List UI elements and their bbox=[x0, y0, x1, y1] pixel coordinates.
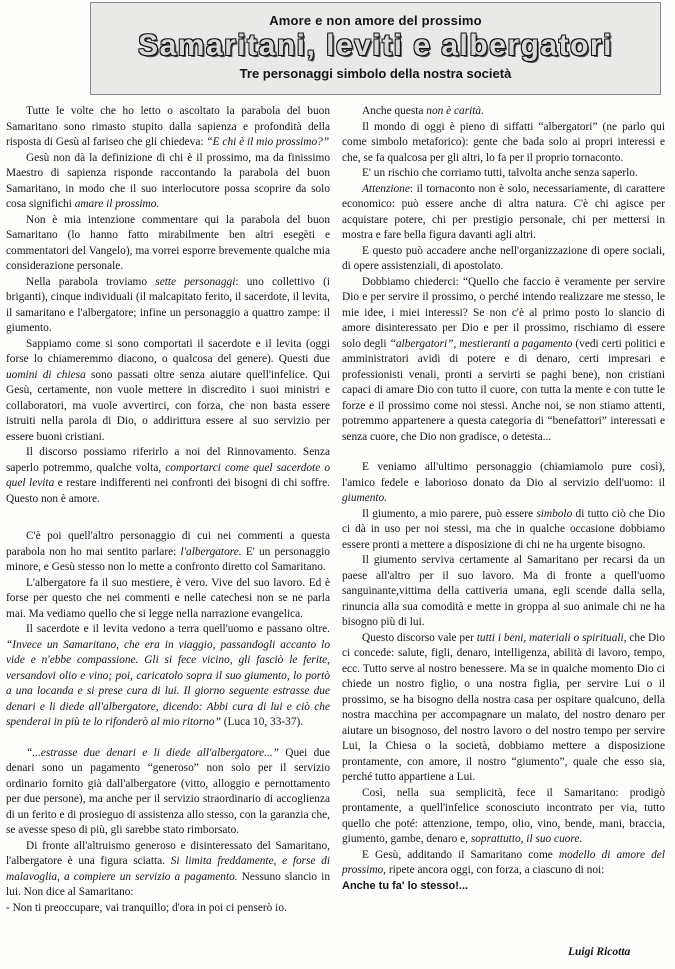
paragraph: Tutte le volte che ho letto o ascoltato la parabola del buon Samaritano sono rimasto stupito dalla sapienza e profondità della risposta di Gesù al fariseo che gli chiedeva: “E chi è il mio prossimo?” bbox=[6, 105, 330, 148]
right-column bbox=[342, 104, 665, 894]
paragraph: L'albergatore fa il suo mestiere, è vero. Vive del suo lavoro. Ed è forse per questo che nei commenti e nelle catechesi non se ne parla mai. Ma vediamo quello che si legge nella narrazione evangelica. bbox=[6, 576, 330, 620]
paragraph: Così, nella sua semplicità, fece il Samaritano: prodigò prontamente, a quell'infelice sconosciuto incontrato per via, tutto quello che poté: attenzione, tempo, olio, vino, bende, mani, braccia, giumento, gambe, denaro e, soprattutto, il suo cuore. bbox=[342, 786, 665, 845]
article-title: Samaritani, leviti e albergatori bbox=[138, 29, 613, 62]
paragraph: - Non ti preoccupare, vai tranquillo; d'ora in poi ci penserò io. bbox=[6, 901, 287, 914]
paragraph: E questo può accadere anche nell'organizzazione di opere sociali, di opere assistenziali, di apostolato. bbox=[342, 244, 665, 272]
paragraph: Il giumento, a mio parere, può essere simbolo di tutto ciò che Dio ci dà in uso per noi stessi, ma che in qualche occasione dobbiamo essere pronti a mettere a disposizione di chi ne ha urgente bisogno. bbox=[342, 507, 665, 551]
article-kicker: Amore e non amore del prossimo bbox=[269, 13, 482, 28]
paragraph: Il sacerdote e il levita vedono a terra quell'uomo e passano oltre. “Invece un Samaritano, che era in viaggio, passandogli accanto lo vide e n'ebbe compassione. Gli si fece vicino, gli fasciò le ferite, versandovi olio e vino; poi, caricatolo sopra il suo giumento, lo portò a una locanda e si prese cura di lui. Il giorno seguente estrasse due denari e li diede all'albergatore, dicendo: Abbi cura di lui e ciò che spenderai in più te lo rifonderò al mio ritorno” (Luca 10, 33-37). bbox=[6, 623, 330, 728]
paragraph: Non è mia intenzione commentare qui la parabola del buon Samaritano (lo hanno fatto mirabilmente ben altri esegèti e commentatori del Vangelo), ma vorrei esporre brevemente qualche mia considerazione personale. bbox=[6, 213, 330, 272]
paragraph: Gesù non dà la definizione di chi è il prossimo, ma da finissimo Maestro di sapienza risponde raccontando la parabola del buon Samaritano, in modo che il suo interlocutore possa scoprire da solo cosa significhi amare il prossimo. bbox=[6, 151, 330, 210]
paragraph: Dobbiamo chiederci: “Quello che faccio è veramente per servire Dio e per servire il prossimo, o perché intendo realizzare me stesso, le mie idee, i miei interessi? Se non c'è al primo posto lo slancio di amore disinteressato per Dio e per il prossimo, rischiamo di essere solo degli “albergatori”, mestieranti a pagamento (vedi certi politici e amministratori avidi di potere e di denaro, certi impresari e professionisti venali, pronti a servirti se paghi bene), non cristiani capaci di amare Dio con tutto il cuore, con tutta la mente e con tutte le forze e il prossimo come noi stessi. Anche noi, se non stiamo attenti, potremmo appartenere a questa categoria di “benefattori” interessati e senza cuore, che Dio non gradisce, o detesta... bbox=[342, 275, 665, 443]
paragraph: Il giumento serviva certamente al Samaritano per recarsi da un paese all'altro per il suo lavoro. Ma di fronte a quell'uomo sanguinante,vittima della cattiveria umana, egli scende dalla sella, rinuncia alla sua comodità e mette in groppa al suo animale chi ne ha bisogno più di lui. bbox=[342, 554, 665, 628]
paragraph: Nella parabola troviamo sette personaggi: uno collettivo (i briganti), cinque individuali (il malcapitato ferito, il sacerdote, il levita, il samaritano e l'albergatore; infine un personaggio a quattro zampe: il giumento. bbox=[6, 275, 331, 334]
author-signature: Luigi Ricotta bbox=[568, 946, 631, 958]
paragraph: Il mondo di oggi è pieno di siffatti “albergatori” (ne parlo qui come simbolo metaforico): gente che bada solo ai propri interessi e che, se fa qualcosa per gli altri, lo fa per il proprio tornaconto. bbox=[342, 120, 665, 164]
paragraph: C'è poi quell'altro personaggio di cui nei commenti a questa parabola non ho mai sentito parlare: l'albergatore. E' un personaggio minore, e Gesù stesso non lo mette a confronto diretto col Samaritano. bbox=[6, 530, 330, 573]
article-subtitle: Tre personaggi simbolo della nostra società bbox=[239, 66, 512, 81]
paragraph: Sappiamo come si sono comportati il sacerdote e il levita (oggi forse lo chiameremmo diacono, o qualcosa del genere). Questi due uomini di chiesa sono passati oltre senza aiutare quell'infelice. Qui Gesù, certamente, non vuole mettere in discredito i suoi ministri e collaboratori, ma vuole avvertirci, con forza, che non basta essere istruiti nella parola di Dio, o addirittura essere al suo servizio per essere buoni cristiani. bbox=[6, 337, 330, 443]
paragraph: Il discorso possiamo riferirlo a noi del Rinnovamento. Senza saperlo potremmo, qualche volta, comportarci come quel sacerdote o quel levita e restare indifferenti nei confronti dei bisogni di chi soffre. Questo non è amore. bbox=[6, 446, 330, 505]
left-column bbox=[6, 104, 330, 916]
article-header bbox=[90, 2, 661, 95]
paragraph: Attenzione: il tornaconto non è solo, necessariamente, di carattere economico: può essere anche di altra natura. C'è chi agisce per acquistare potere, chi per prestigio personale, chi per mettersi in mostra e fare bella figura davanti agli altri. bbox=[342, 182, 665, 241]
paragraph: Anche questa non è carità. bbox=[362, 105, 484, 117]
paragraph: E veniamo all'ultimo personaggio (chiamiamolo pure così), l'amico fedele e laborioso donato da Dio al servizio dell'uomo: il giumento. bbox=[342, 461, 665, 504]
closing-line: Anche tu fa' lo stesso!... bbox=[342, 879, 469, 892]
paragraph: “...estrasse due denari e li diede all'albergatore...” Quei due denari sono un pagamento “generoso” non solo per il servizio ordinario fornito già dall'albergatore (vitto, alloggio e pernottamento per due persone), ma anche per il servizio straordinario di accoglienza di un ferito e di prosieguo di assistenza allo stesso, con la garanzia che, se avesse speso di più, gli sarebbe stato rimborsato. bbox=[6, 746, 330, 836]
paragraph: Questo discorso vale per tutti i beni, materiali o spirituali, che Dio ci concede: salute, figli, denaro, intelligenza, abilità di lavoro, tempo, ecc. Tutto serve al nostro benessere. Ma se in qualche momento Dio ci chiede un nostro figlio, o una nostra figlia, per servire Lui o il prossimo, se ha bisogno della nostra casa per ospitare qualcuno, della nostra macchina per accompagnare un malato, del nostro denaro per aiutare un bisognoso, del nostro lavoro o del nostro tempo per servire Lui, la Chiesa o la società, dobbiamo mettere a disposizione prontamente, con amore, il nostro “giumento”, quale che esso sia, perché tutto appartiene a Lui. bbox=[342, 631, 666, 783]
paragraph: E' un rischio che corriamo tutti, talvolta anche senza saperlo. bbox=[362, 167, 638, 179]
paragraph: Di fronte all'altruismo generoso e disinteressato del Samaritano, l'albergatore è una figura sciatta. Si limita freddamente, e forse di malavoglia, a compiere un servizio a pagamento. Nessuno slancio in lui. Non dice al Samaritano: bbox=[6, 839, 331, 898]
paragraph: E Gesù, additando il Samaritano come modello di amore del prossimo, ripete ancora oggi, con forza, a ciascuno di noi: bbox=[342, 848, 665, 876]
